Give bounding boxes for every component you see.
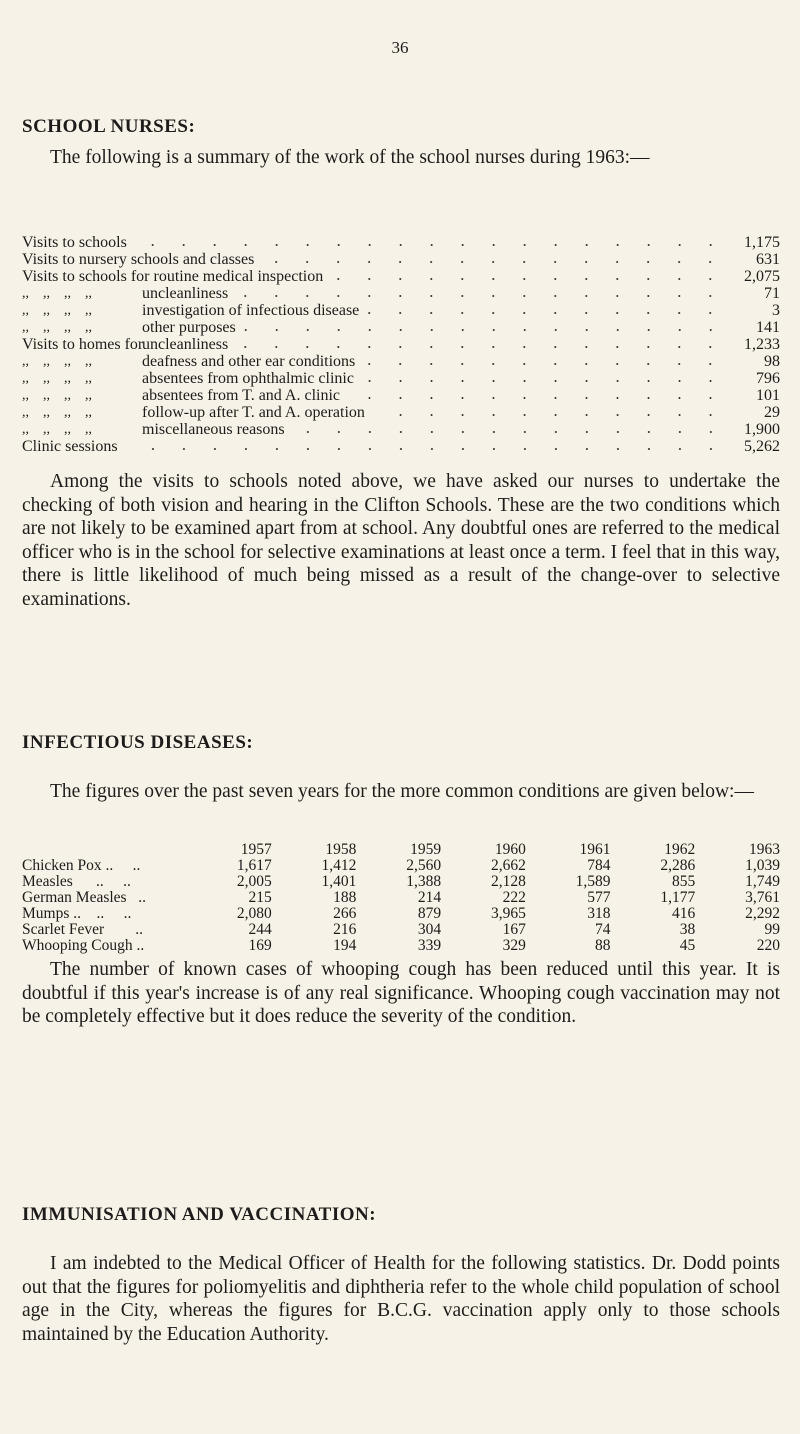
school-nurses-heading: SCHOOL NURSES: <box>22 116 196 137</box>
case-count: 784 <box>587 857 611 874</box>
dot-leader <box>262 251 726 264</box>
row-label: deafness and other ear conditions <box>142 353 356 370</box>
school-nurses-intro: The following is a summary of the work of the school nurses during 1963:— <box>50 147 650 168</box>
table-row <box>22 404 780 421</box>
ditto-marks: ,, ,, ,, ,, <box>22 320 92 335</box>
row-label: uncleanliness <box>142 285 229 302</box>
case-count: 167 <box>502 921 526 938</box>
table-row <box>22 890 780 906</box>
case-count: 2,560 <box>406 857 442 874</box>
year-header: 1958 <box>325 841 357 858</box>
case-count: 1,388 <box>406 873 442 890</box>
row-value: 98 <box>764 353 780 370</box>
row-value: 3 <box>772 302 780 319</box>
table-row <box>22 874 780 890</box>
year-header: 1959 <box>410 841 442 858</box>
case-count: 3,965 <box>490 905 526 922</box>
case-count: 329 <box>502 937 526 954</box>
ditto-marks: ,, ,, ,, ,, <box>22 405 92 420</box>
disease-name: Chicken Pox .. .. <box>22 857 141 874</box>
case-count: 339 <box>417 937 442 954</box>
row-prefix: Visits to nursery schools and classes <box>22 251 255 268</box>
case-count: 2,005 <box>236 873 272 890</box>
case-count: 2,128 <box>490 873 526 890</box>
dot-leader <box>362 370 726 383</box>
case-count: 318 <box>587 905 611 922</box>
year-header: 1960 <box>494 841 526 858</box>
immunisation-heading: IMMUNISATION AND VACCINATION: <box>22 1204 377 1225</box>
table-row <box>22 438 780 455</box>
case-count: 879 <box>417 905 442 922</box>
row-value: 101 <box>756 387 780 404</box>
row-label: follow-up after T. and A. operation <box>142 404 365 421</box>
row-label: absentees from T. and A. clinic <box>142 387 341 404</box>
case-count: 1,177 <box>660 889 696 906</box>
table-row <box>22 421 780 438</box>
case-count: 214 <box>417 889 442 906</box>
table-row <box>22 336 780 353</box>
row-label: miscellaneous reasons <box>142 421 285 438</box>
year-header: 1963 <box>749 841 780 858</box>
row-value: 1,233 <box>744 336 780 353</box>
row-label: absentees from ophthalmic clinic <box>142 370 354 387</box>
year-header: 1957 <box>240 841 272 858</box>
case-count: 194 <box>333 937 357 954</box>
disease-name: German Measles .. <box>22 889 146 906</box>
year-header: 1962 <box>664 841 696 858</box>
case-count: 855 <box>671 873 696 890</box>
infectious-diseases-table <box>22 842 780 954</box>
disease-name: Measles .. .. <box>22 873 131 890</box>
row-value: 71 <box>764 285 780 302</box>
case-count: 577 <box>587 889 611 906</box>
page-number: 36 <box>391 38 409 57</box>
case-count: 304 <box>417 921 442 938</box>
disease-name: Mumps .. .. .. <box>22 905 132 922</box>
row-value: 1,900 <box>744 421 780 438</box>
case-count: 1,412 <box>321 857 357 874</box>
row-value: 141 <box>756 319 780 336</box>
table-row <box>22 268 780 285</box>
case-count: 99 <box>764 921 780 938</box>
row-value: 1,175 <box>744 234 780 251</box>
case-count: 169 <box>248 937 272 954</box>
row-prefix: Visits to homes for <box>22 336 148 353</box>
case-count: 74 <box>595 921 611 938</box>
case-count: 2,662 <box>490 857 526 874</box>
case-count: 220 <box>756 937 780 954</box>
school-nurses-paragraph: Among the visits to schools noted above, we have asked our nurses to undertake the checking of both vision and hearing in the Clifton Schools. These are the two conditions which are not likely to be examined apart from at school. Any doubtful ones are referred to the medical officer who is in the school for selective examinations at least once a term. I feel that in this way, there is little likelihood of much being missed as a result of the change-over to selective examinations. <box>22 471 780 610</box>
table-row <box>22 858 780 874</box>
row-prefix: Visits to schools <box>22 234 127 251</box>
dot-leader <box>293 421 726 434</box>
row-value: 5,262 <box>744 438 780 455</box>
year-header: 1961 <box>579 841 611 858</box>
ditto-marks: ,, ,, ,, ,, <box>22 388 92 403</box>
case-count: 88 <box>595 937 611 954</box>
ditto-marks: ,, ,, ,, ,, <box>22 303 92 318</box>
case-count: 1,749 <box>745 873 780 890</box>
ditto-marks: ,, ,, ,, ,, <box>22 354 92 369</box>
infectious-diseases-paragraph: The number of known cases of whooping cough has been reduced until this year. It is doubtful if this year's increase is of any real significance. Whooping cough vaccination may not be completely effective but it does reduce the severity of the condition. <box>22 959 780 1027</box>
table-row <box>22 285 780 302</box>
table-row <box>22 353 780 370</box>
infectious-diseases-heading: INFECTIOUS DISEASES: <box>22 732 254 753</box>
table-header-row <box>22 842 780 858</box>
dot-leader <box>126 438 726 451</box>
table-row <box>22 319 780 336</box>
case-count: 416 <box>671 905 696 922</box>
table-row <box>22 370 780 387</box>
table-row <box>22 234 780 251</box>
table-row <box>22 938 780 954</box>
ditto-marks: ,, ,, ,, ,, <box>22 371 92 386</box>
case-count: 38 <box>679 921 696 938</box>
row-value: 2,075 <box>744 268 780 285</box>
dot-leader <box>367 302 726 315</box>
row-prefix: Clinic sessions <box>22 438 118 455</box>
dot-leader <box>236 336 726 349</box>
table-row <box>22 387 780 404</box>
row-label: other purposes <box>142 319 236 336</box>
infectious-diseases-intro: The figures over the past seven years for the more common conditions are given below:— <box>50 781 754 802</box>
case-count: 222 <box>502 889 526 906</box>
table-row <box>22 251 780 268</box>
nurses-work-table <box>22 234 780 455</box>
case-count: 45 <box>679 937 696 954</box>
case-count: 266 <box>333 905 357 922</box>
table-row <box>22 906 780 922</box>
dot-leader <box>236 285 726 298</box>
dot-leader <box>135 234 726 247</box>
dot-leader <box>348 387 726 400</box>
ditto-marks: ,, ,, ,, ,, <box>22 422 92 437</box>
immunisation-paragraph: I am indebted to the Medical Officer of Health for the following statistics. Dr. Dodd points out that the figures for poliomyelitis and diphtheria refer to the whole child population of school age in the City, whereas the figures for B.C.G. vaccination apply only to those schools maintained by the Education Authority. <box>22 1253 780 1345</box>
case-count: 1,039 <box>745 857 780 874</box>
case-count: 215 <box>248 889 272 906</box>
row-label: investigation of infectious disease <box>142 302 360 319</box>
case-count: 1,589 <box>575 873 611 890</box>
row-value: 631 <box>756 251 780 268</box>
dot-leader <box>244 319 726 332</box>
row-label: uncleanliness <box>142 336 229 353</box>
case-count: 1,617 <box>236 857 272 874</box>
case-count: 2,080 <box>236 905 272 922</box>
case-count: 1,401 <box>321 873 357 890</box>
dot-leader <box>363 353 726 366</box>
case-count: 2,292 <box>745 905 780 922</box>
dot-leader <box>331 268 726 281</box>
dot-leader <box>373 404 726 417</box>
disease-name: Scarlet Fever .. <box>22 921 143 938</box>
disease-name: Whooping Cough .. <box>22 937 145 954</box>
table-row <box>22 922 780 938</box>
case-count: 216 <box>333 921 357 938</box>
case-count: 188 <box>333 889 357 906</box>
row-value: 796 <box>756 370 780 387</box>
row-prefix: Visits to schools for routine medical inspection <box>22 268 324 285</box>
ditto-marks: ,, ,, ,, ,, <box>22 286 92 301</box>
row-value: 29 <box>764 404 780 421</box>
case-count: 244 <box>248 921 272 938</box>
case-count: 3,761 <box>745 889 780 906</box>
case-count: 2,286 <box>660 857 696 874</box>
table-row <box>22 302 780 319</box>
